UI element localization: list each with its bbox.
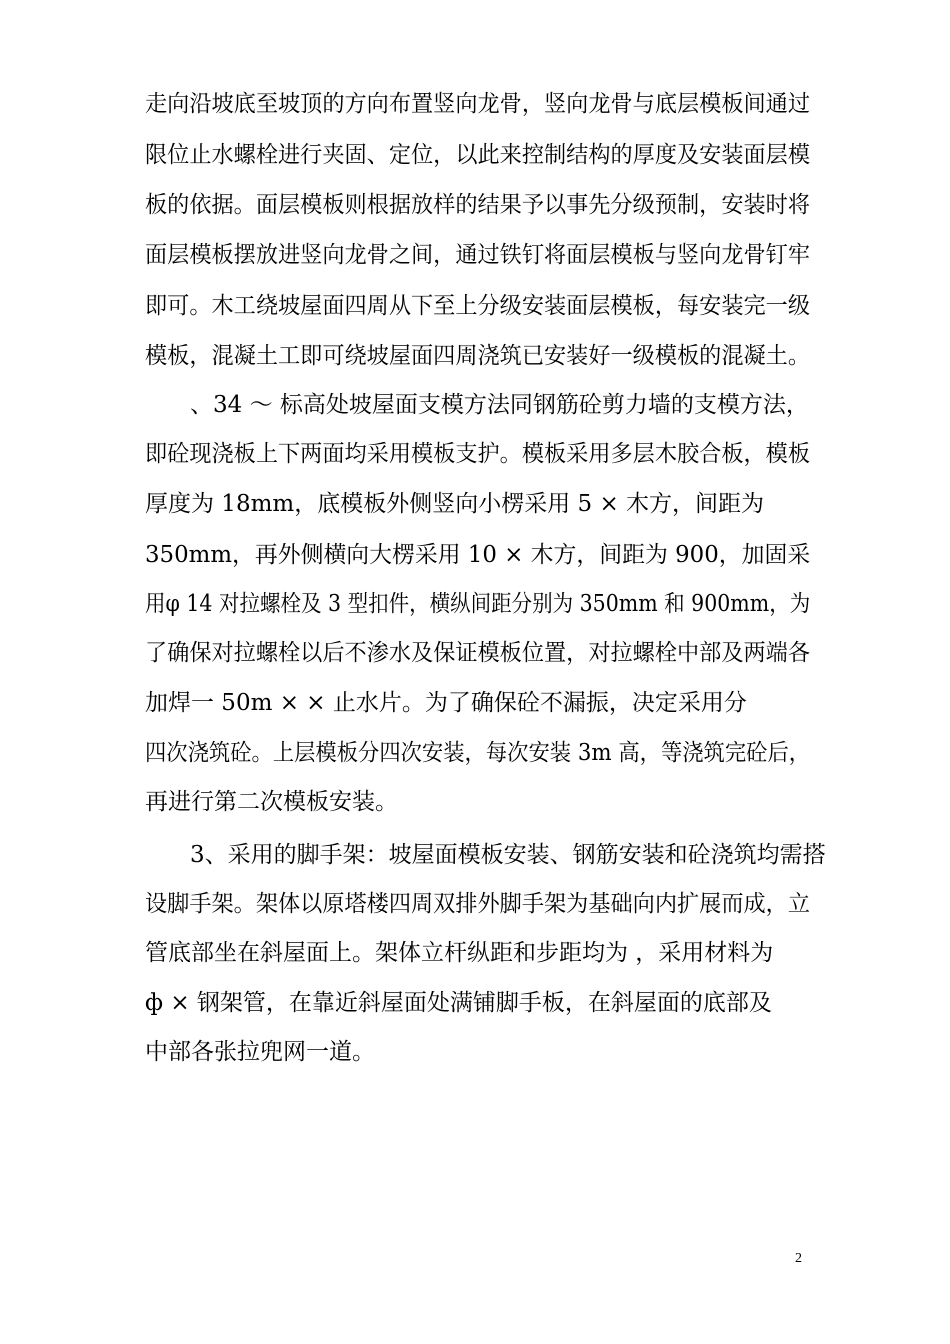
text-line: 限位止水螺栓进行夹固、定位，以此来控制结构的厚度及安装面层模 xyxy=(145,142,810,168)
text-line: 中部各张拉兜网一道。 xyxy=(145,1039,375,1065)
text-line: 板的依据。面层模板则根据放样的结果予以事先分级预制，安装时将 xyxy=(145,192,810,218)
text-line: 3、采用的脚手架：坡屋面模板安装、钢筋安装和砼浇筑均需搭 xyxy=(190,842,826,868)
text-line: 面层模板摆放进竖向龙骨之间，通过铁钉将面层模板与竖向龙骨钉牢 xyxy=(145,242,810,268)
text-line: 350mm，再外侧横向大楞采用 10 × 木方，间距为 900，加固采 xyxy=(145,542,811,568)
text-line: 再进行第二次模板安装。 xyxy=(145,789,398,815)
text-line: 四次浇筑砼。上层模板分四次安装，每次安装 3m 高，等浇筑完砼后， xyxy=(145,740,811,766)
text-line: 、34 ～ 标高处坡屋面支模方法同钢筋砼剪力墙的支模方法， xyxy=(190,392,809,418)
text-line: 了确保对拉螺栓以后不渗水及保证模板位置，对拉螺栓中部及两端各 xyxy=(145,640,810,666)
text-line: 模板，混凝土工即可绕坡屋面四周浇筑已安装好一级模板的混凝土。 xyxy=(145,343,810,369)
text-line: 即砼现浇板上下两面均采用模板支护。模板采用多层木胶合板，模板 xyxy=(145,441,810,467)
text-line: 厚度为 18mm，底模板外侧竖向小楞采用 5 × 木方，间距为 xyxy=(145,491,765,517)
text-line: 即可。木工绕坡屋面四周从下至上分级安装面层模板，每安装完一级 xyxy=(145,293,810,319)
text-line: 设脚手架。架体以原塔楼四周双排外脚手架为基础向内扩展而成，立 xyxy=(145,891,810,917)
text-line: ф × 钢架管，在靠近斜屋面处满铺脚手板，在斜屋面的底部及 xyxy=(145,990,772,1016)
text-line: 加焊一 50m × × 止水片。为了确保砼不漏振，决定采用分 xyxy=(145,690,747,716)
text-line: 走向沿坡底至坡顶的方向布置竖向龙骨，竖向龙骨与底层模板间通过 xyxy=(145,91,810,117)
text-line: 管底部坐在斜屋面上。架体立杆纵距和步距均为 ，采用材料为 xyxy=(145,940,774,966)
page-number: 2 xyxy=(795,1251,802,1266)
text-line: 用φ 14 对拉螺栓及 3 型扣件，横纵间距分别为 350mm 和 900mm，为 xyxy=(145,591,811,617)
